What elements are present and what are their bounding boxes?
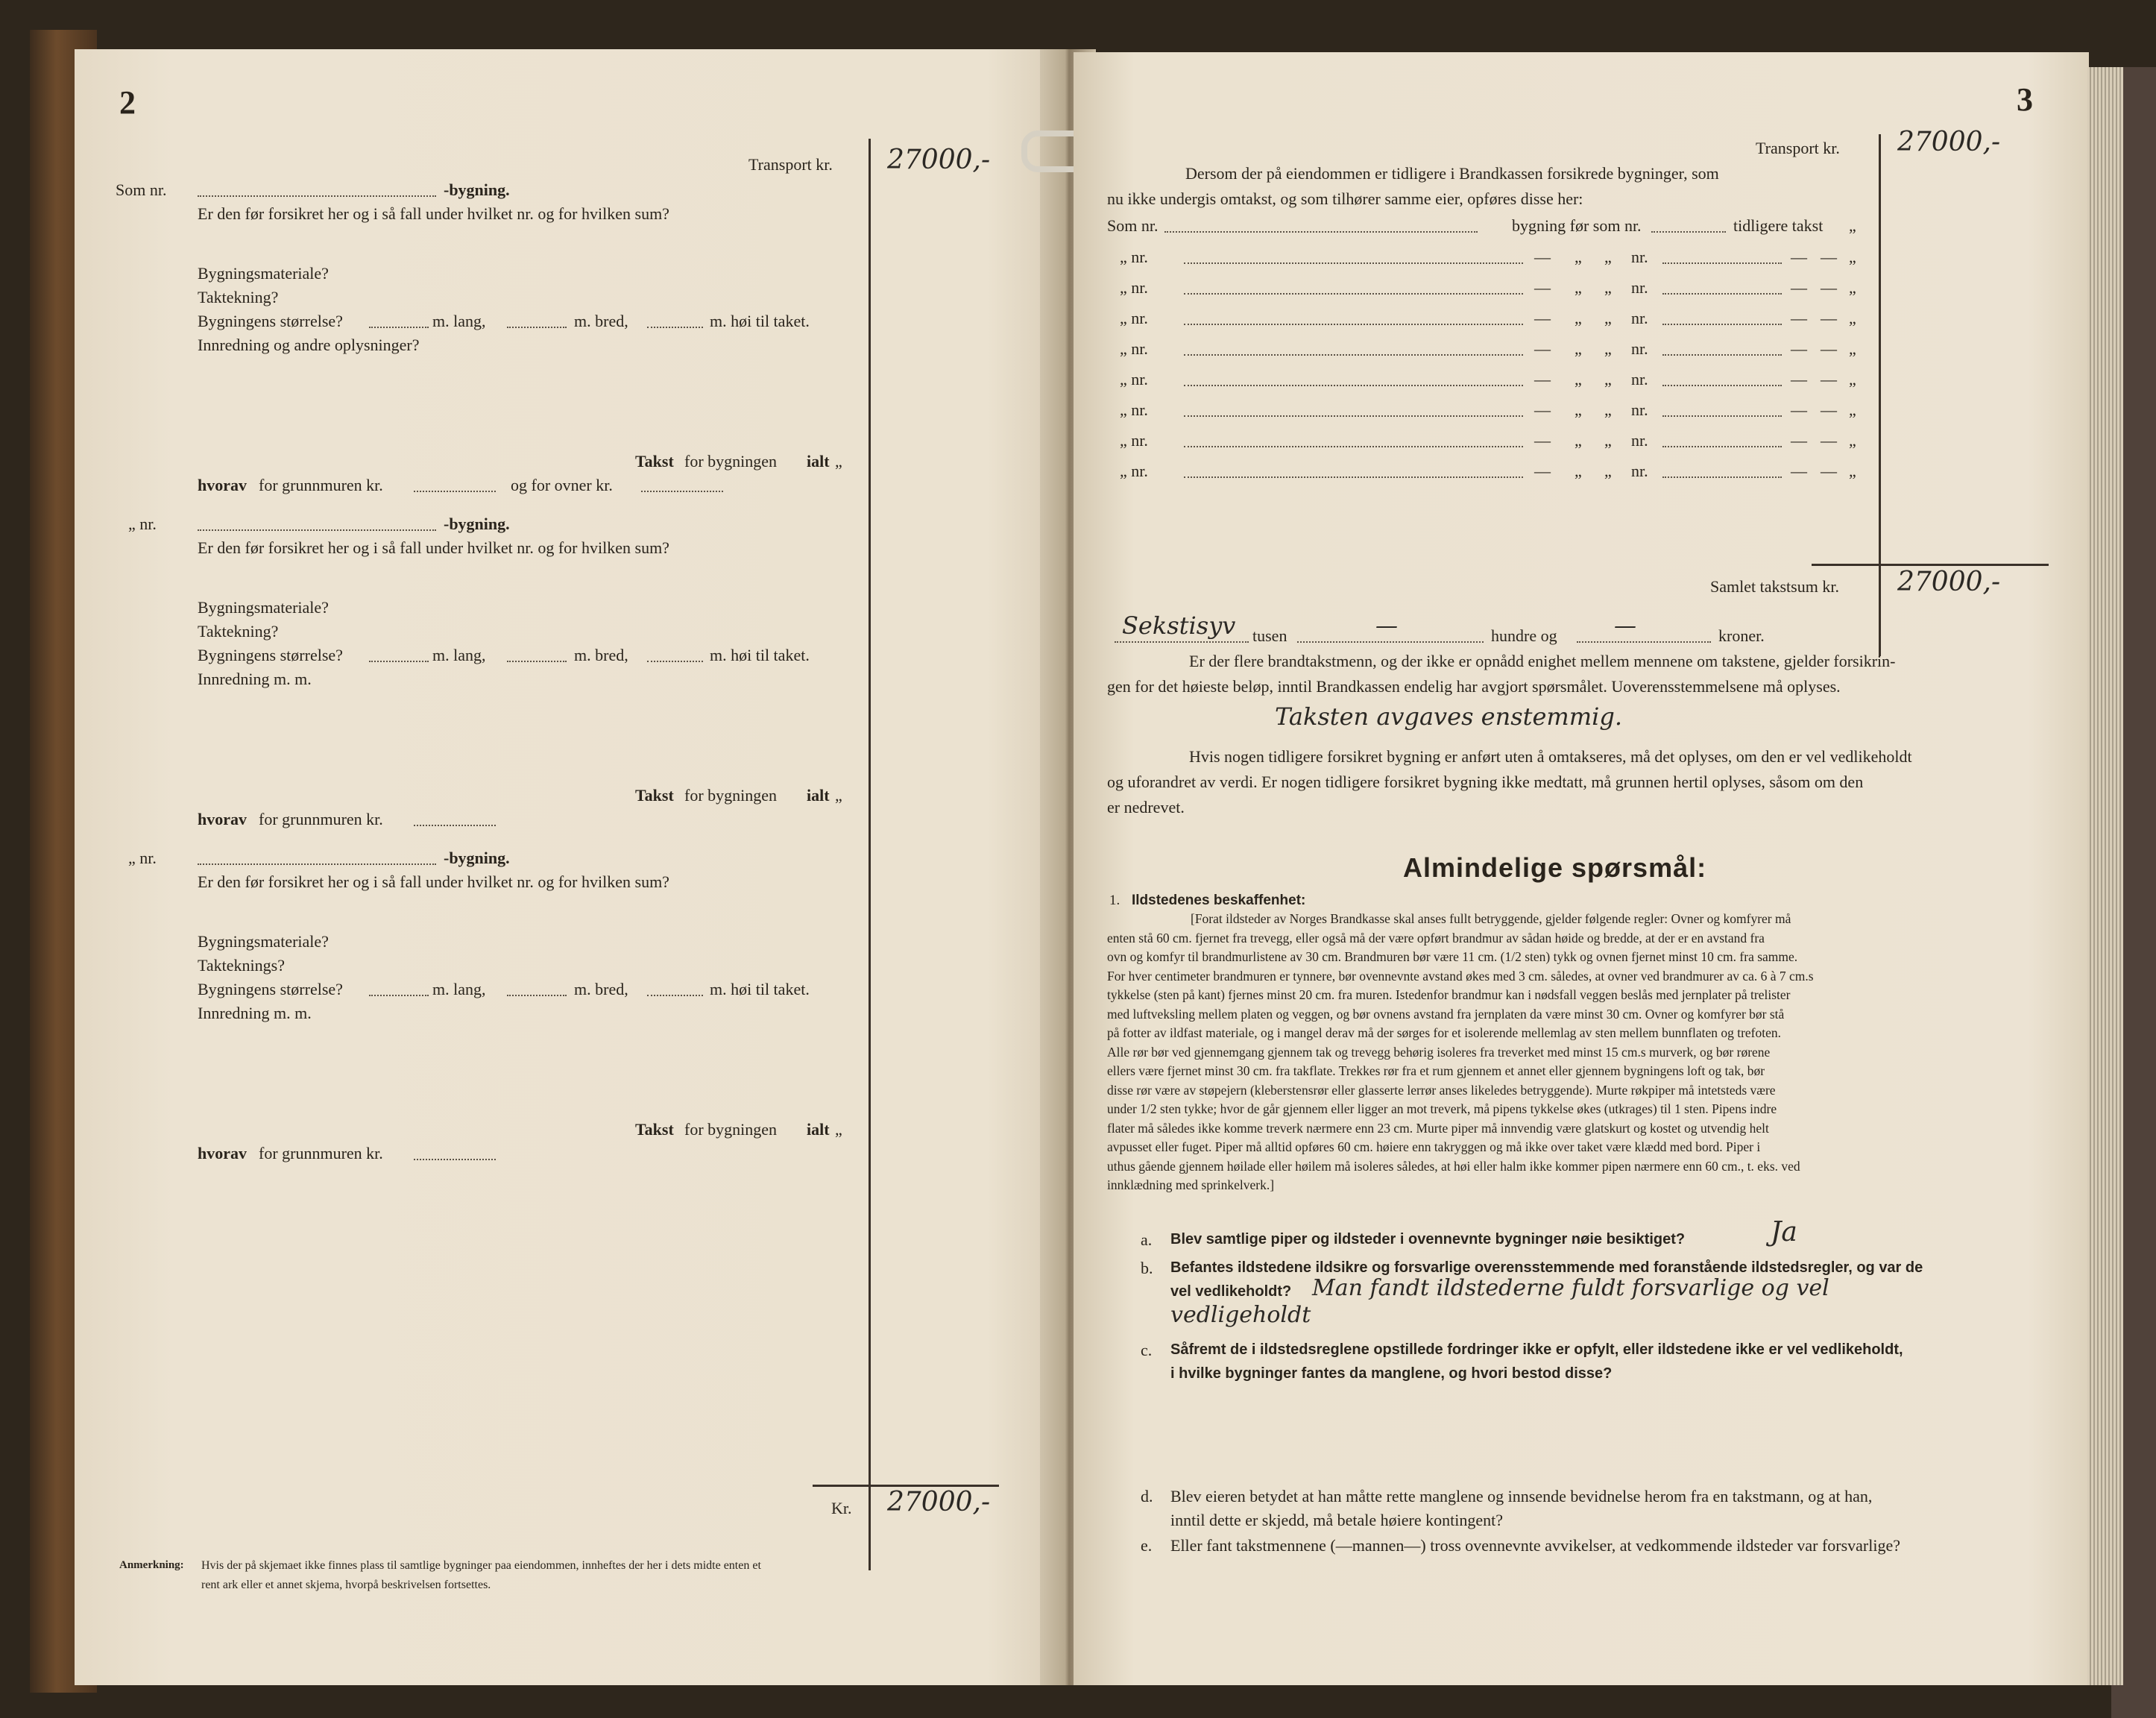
hundre-value: — <box>1614 613 1636 639</box>
ditto-mark: „ <box>1575 370 1582 388</box>
qa-letter: a. <box>1141 1230 1153 1249</box>
row-prefix: „ nr. <box>1120 309 1148 327</box>
section-1-prefix: Som nr. <box>116 180 167 199</box>
rule-line: under 1/2 sten tykke; hvor de går gjennem eller ligger an mot treverk, må pipens tykkelse økes (utkrages) til 1 sten. Pipens indre <box>1107 1101 1777 1116</box>
row-dash: — <box>1791 431 1807 450</box>
fill-line <box>414 825 496 826</box>
tusen-label: tusen <box>1252 626 1287 645</box>
section-3-question: Er den før forsikret her og i så fall under hvilket nr. og for hvilken sum? <box>198 872 669 891</box>
hundre-label: hundre og <box>1491 626 1557 645</box>
row-nr: nr. <box>1631 400 1648 419</box>
row-nr: nr. <box>1631 278 1648 297</box>
intro-line-1: Dersom der på eiendommen er tidligere i Brandkassen forsikrede bygninger, som <box>1185 164 1719 183</box>
row-dash: — <box>1821 400 1837 419</box>
fill-line <box>1662 293 1782 295</box>
flere-line-2: gen for det høieste beløp, inntil Brandkassen endelig har avgjort spørsmålet. Uoverensstemmelsene må oplyses. <box>1107 677 1841 696</box>
samlet-value: 27000,- <box>1897 567 2001 597</box>
row-dash: — <box>1821 278 1837 297</box>
section-2-wide: m. bred, <box>574 646 628 664</box>
fill-line <box>641 491 723 492</box>
fill-line <box>1297 641 1484 643</box>
ditto-mark: „ <box>1604 339 1612 358</box>
q1-title: Ildstedenes beskaffenhet: <box>1132 893 1306 908</box>
ditto-mark: „ <box>1849 431 1856 450</box>
row-prefix: „ nr. <box>1120 462 1148 480</box>
row-prefix: „ nr. <box>1120 431 1148 450</box>
row-dash: — <box>1821 462 1837 480</box>
section-1-ovens: og for ovner kr. <box>511 476 613 494</box>
qe-letter: e. <box>1141 1536 1153 1555</box>
prev-header-tidligere: tidligere takst <box>1733 216 1824 235</box>
fill-line <box>507 661 567 662</box>
ditto-mark: „ <box>835 786 842 805</box>
section-1-foundation: for grunnmuren kr. <box>259 476 383 494</box>
fill-line <box>369 327 429 328</box>
section-3-wide: m. bred, <box>574 980 628 998</box>
section-2-size: Bygningens størrelse? <box>198 646 343 664</box>
ditto-mark: „ <box>1604 278 1612 297</box>
ditto-mark: „ <box>1604 400 1612 419</box>
row-dash: — <box>1791 400 1807 419</box>
flere-line-1: Er der flere brandtakstmenn, og der ikke er opnådd enighet mellem mennene om takstene, gjelder forsikrin- <box>1189 652 1896 670</box>
section-3-interior: Innredning m. m. <box>198 1004 312 1022</box>
row-dash: — <box>1791 248 1807 266</box>
rule-line: avpusset eller fuget. Piper må alltid opføres 60 cm. høiere enn takryggen og må ikke over taket være klædd med bord. Piper i <box>1107 1139 1761 1154</box>
qb-line-1: Befantes ildstedene ildsikre og forsvarlige overensstemmende med foranstående ildstedsregler, og var de <box>1170 1259 1923 1276</box>
qd-letter: d. <box>1141 1487 1153 1505</box>
row-dash: — <box>1791 370 1807 388</box>
transport-value: 27000,- <box>887 145 991 175</box>
ditto-mark: „ <box>1604 309 1612 327</box>
fill-line <box>1662 415 1782 417</box>
section-1-takst: Takst <box>635 452 674 471</box>
row-prefix: „ nr. <box>1120 278 1148 297</box>
fill-line <box>414 491 496 492</box>
section-3-prefix: „ nr. <box>128 849 157 867</box>
ditto-mark: „ <box>1575 400 1582 419</box>
fill-line <box>1577 641 1711 643</box>
amount-column-rule <box>1879 134 1881 656</box>
row-dash: — <box>1534 400 1551 419</box>
section-2-ialt: ialt <box>807 786 830 805</box>
row-dash: — <box>1821 309 1837 327</box>
section-2-high: m. høi til taket. <box>710 646 810 664</box>
section-1-material: Bygningsmateriale? <box>198 264 329 283</box>
ditto-mark: „ <box>1575 309 1582 327</box>
section-3-roof: Takteknings? <box>198 956 285 975</box>
fill-line <box>1184 324 1523 325</box>
section-2-question: Er den før forsikret her og i så fall under hvilket nr. og for hvilken sum? <box>198 538 669 557</box>
fill-line <box>1662 476 1782 478</box>
section-3-takst: Takst <box>635 1120 674 1139</box>
hvis-line-3: er nedrevet. <box>1107 798 1185 816</box>
row-dash: — <box>1534 309 1551 327</box>
qb-letter: b. <box>1141 1259 1153 1277</box>
qc-line-2: i hvilke bygninger fantes da manglene, og hvori bestod disse? <box>1170 1365 1613 1382</box>
section-2-interior: Innredning m. m. <box>198 670 312 688</box>
qb-answer-2: vedligeholdt <box>1170 1302 1311 1328</box>
hvis-line-2: og uforandret av verdi. Er nogen tidligere forsikret bygning ikke medtatt, må grunnen hertil oplyses, såsom om den <box>1107 773 1864 791</box>
rule-line: tykkelse (sten på kant) fjernes minst 20 cm. fra muren. Istedenfor brandmur kan i nødsfall veggen beslås med jernplater på trelister <box>1107 987 1791 1002</box>
qd-line-2: inntil dette er skjedd, må betale høiere kontingent? <box>1170 1511 1503 1529</box>
fill-line <box>1662 354 1782 356</box>
section-2-hvorav: hvorav <box>198 810 247 828</box>
ditto-mark: „ <box>1604 248 1612 266</box>
qa-answer: Ja <box>1771 1217 1797 1247</box>
section-3-long: m. lang, <box>432 980 486 998</box>
row-prefix: „ nr. <box>1120 339 1148 358</box>
fill-line <box>1184 262 1523 264</box>
rule-line: For hver centimeter brandmuren er tynnere, bør ovennevnte avstand økes med 3 cm. således, at ovner ved brandmurer av ca. 6 à 7 cm.s <box>1107 968 1814 984</box>
prev-header-bygning: bygning før som nr. <box>1512 216 1642 235</box>
rule-line: enten stå 60 cm. fjernet fra trevegg, eller også må der være opført brandmur av sådan høide og bredde, at der er en avstand fra <box>1107 930 1765 945</box>
q1-number: 1. <box>1109 893 1120 908</box>
row-dash: — <box>1821 431 1837 450</box>
rule-line: med luftveksling mellem platen og veggen, og bør ovnens avstand fra jernplaten da være minst 30 cm. Ovner og komfyrer bør stå <box>1107 1006 1785 1022</box>
total-value: 27000,- <box>887 1487 991 1517</box>
ditto-mark: „ <box>1604 370 1612 388</box>
tusen-value: — <box>1375 613 1398 639</box>
fill-line <box>507 995 567 996</box>
fill-line <box>1184 293 1523 295</box>
total-label: Kr. <box>831 1499 852 1517</box>
page-number: 2 <box>119 84 136 121</box>
row-dash: — <box>1791 309 1807 327</box>
fill-line <box>647 995 703 996</box>
ditto-mark: „ <box>1849 370 1856 388</box>
page-edges <box>2087 67 2123 1685</box>
section-3-high: m. høi til taket. <box>710 980 810 998</box>
rule-line: innklædning med sprinkelverk.] <box>1107 1177 1275 1192</box>
section-1-interior: Innredning og andre oplysninger? <box>198 336 420 354</box>
section-3-ialt: ialt <box>807 1120 830 1139</box>
rule-line: ellers være fjernet minst 30 cm. fra takflate. Trekkes rør fra et rum gjennem et annet eller gjennem bygningens loft og tak, bør <box>1107 1063 1765 1078</box>
ditto-mark: „ <box>1849 248 1856 266</box>
section-1-roof: Taktekning? <box>198 288 279 306</box>
row-dash: — <box>1791 339 1807 358</box>
section-2-building: -bygning. <box>444 515 510 533</box>
row-dash: — <box>1821 339 1837 358</box>
fill-line <box>1184 476 1523 478</box>
section-1-building: -bygning. <box>444 180 510 199</box>
qd-line-1: Blev eieren betydet at han måtte rette manglene og innsende bevidnelse herom fra en takstmann, og at han, <box>1170 1487 1873 1505</box>
transport-label: Transport kr. <box>748 155 833 174</box>
ditto-mark: „ <box>1575 431 1582 450</box>
fill-line <box>1662 446 1782 447</box>
section-1-wide: m. bred, <box>574 312 628 330</box>
row-nr: nr. <box>1631 462 1648 480</box>
fill-line <box>198 529 436 531</box>
row-nr: nr. <box>1631 309 1648 327</box>
qe-text: Eller fant takstmennene (—mannen—) tross ovennevnte avvikelser, at vedkommende ildsteder var forsvarlige? <box>1170 1536 1900 1555</box>
ditto-mark: „ <box>1575 248 1582 266</box>
subtotal-rule <box>1812 564 2049 566</box>
row-dash: — <box>1534 248 1551 266</box>
section-1-size: Bygningens størrelse? <box>198 312 343 330</box>
section-2-foundation: for grunnmuren kr. <box>259 810 383 828</box>
section-2-takst-rest: for bygningen <box>684 786 778 805</box>
transport-label: Transport kr. <box>1756 139 1840 157</box>
fill-line <box>1184 385 1523 386</box>
fill-line <box>1115 641 1249 643</box>
fireplace-rules <box>1107 910 2048 1195</box>
kroner-label: kroner. <box>1718 626 1765 645</box>
qc-line-1: Såfremt de i ildstedsreglene opstillede fordringer ikke er opfylt, eller ildstedene ikke er vel vedlikeholdt, <box>1170 1341 1903 1358</box>
flere-handwriting: Taksten avgaves enstemmig. <box>1275 702 1622 731</box>
row-prefix: „ nr. <box>1120 400 1148 419</box>
row-dash: — <box>1534 370 1551 388</box>
ditto-mark: „ <box>1849 462 1856 480</box>
row-prefix: „ nr. <box>1120 370 1148 388</box>
fill-line <box>369 995 429 996</box>
ditto-mark: „ <box>1575 462 1582 480</box>
section-2-takst: Takst <box>635 786 674 805</box>
qb-answer-1: Man fandt ildstederne fuldt forsvarlige og vel <box>1312 1275 1829 1301</box>
rule-line: på fotter av ildfast materiale, og i mangel derav må der sørges for et isolerende mellemlag av sten mellem bunnflaten og trefoten. <box>1107 1025 1782 1040</box>
section-3-takst-rest: for bygningen <box>684 1120 778 1139</box>
note-label: Anmerkning: <box>119 1559 184 1571</box>
rule-line: uthus gående gjennem høilade eller høilem må isoleres således, at høi eller halm ikke kommer pipen nærmere enn 60 cm., t. eks. ved <box>1107 1158 1800 1174</box>
page-number: 3 <box>2017 81 2033 118</box>
note-line-1: Hvis der på skjemaet ikke finnes plass til samtlige bygninger paa eiendommen, innheftes der her i dets midte enten et <box>201 1559 761 1572</box>
intro-line-2: nu ikke undergis omtakst, og som tilhører samme eier, opføres disse her: <box>1107 189 1583 208</box>
amount-column-rule <box>869 139 871 1570</box>
row-dash: — <box>1791 278 1807 297</box>
hvis-line-1: Hvis nogen tidligere forsikret bygning er anført uten å omtakseres, må det oplyses, om den er vel vedlikeholdt <box>1189 747 1912 766</box>
right-page <box>1074 52 2089 1685</box>
fill-line <box>1662 385 1782 386</box>
fill-line <box>1184 446 1523 447</box>
section-2-long: m. lang, <box>432 646 486 664</box>
section-1-takst-rest: for bygningen <box>684 452 778 471</box>
ditto-mark: „ <box>1849 278 1856 297</box>
fill-line <box>1662 262 1782 264</box>
qb-line-2: vel vedlikeholdt? <box>1170 1283 1292 1300</box>
fill-line <box>198 195 436 197</box>
fill-line <box>1164 231 1478 233</box>
row-dash: — <box>1534 278 1551 297</box>
fill-line <box>507 327 567 328</box>
ditto-mark: „ <box>1604 431 1612 450</box>
ditto-mark: „ <box>1849 309 1856 327</box>
rule-line: disse rør være av støpejern (kleberstensrør eller glasserte lerrør anses likeledes betryggende). Murte røkpiper må intetsteds være <box>1107 1082 1776 1098</box>
ditto-mark: „ <box>1604 462 1612 480</box>
qc-letter: c. <box>1141 1341 1153 1359</box>
row-dash: — <box>1821 248 1837 266</box>
samlet-label: Samlet takstsum kr. <box>1710 577 1839 596</box>
fill-line <box>1651 231 1726 233</box>
fill-line <box>647 661 703 662</box>
section-2-prefix: „ nr. <box>128 515 157 533</box>
row-dash: — <box>1791 462 1807 480</box>
ditto-mark: „ <box>1575 278 1582 297</box>
fill-line <box>1184 415 1523 417</box>
section-2-roof: Taktekning? <box>198 622 279 641</box>
ditto-mark: „ <box>1849 339 1856 358</box>
row-nr: nr. <box>1631 370 1648 388</box>
row-nr: nr. <box>1631 339 1648 358</box>
row-nr: nr. <box>1631 248 1648 266</box>
rule-line: [Forat ildsteder av Norges Brandkasse skal anses fullt betryggende, gjelder følgende regler: Ovner og komfyrer må <box>1191 911 1791 926</box>
transport-value: 27000,- <box>1897 127 2001 157</box>
section-1-hvorav: hvorav <box>198 476 247 494</box>
ditto-mark: „ <box>1849 400 1856 419</box>
ditto-mark: „ <box>1849 216 1856 235</box>
row-dash: — <box>1821 370 1837 388</box>
ditto-mark: „ <box>835 1120 842 1139</box>
section-1-long: m. lang, <box>432 312 486 330</box>
fill-line <box>1184 354 1523 356</box>
section-heading: Almindelige spørsmål: <box>1403 852 1707 883</box>
section-1-high: m. høi til taket. <box>710 312 810 330</box>
section-3-foundation: for grunnmuren kr. <box>259 1144 383 1162</box>
qa-text: Blev samtlige piper og ildsteder i ovennevnte bygninger nøie besiktiget? <box>1170 1231 1686 1247</box>
section-2-material: Bygningsmateriale? <box>198 598 329 617</box>
section-3-building: -bygning. <box>444 849 510 867</box>
prev-header-som-nr: Som nr. <box>1107 216 1159 235</box>
rule-line: Alle rør bør ved gjennemgang gjennem tak og trevegg behørig isoleres fra treverket med minst 15 cm.s murverk, og bør rørene <box>1107 1044 1771 1060</box>
note-line-2: rent ark eller et annet skjema, hvorpå beskrivelsen fortsettes. <box>201 1579 491 1591</box>
fill-line <box>414 1159 496 1160</box>
section-1-ialt: ialt <box>807 452 830 471</box>
section-3-material: Bygningsmateriale? <box>198 932 329 951</box>
fill-line <box>369 661 429 662</box>
row-dash: — <box>1534 462 1551 480</box>
section-3-size: Bygningens størrelse? <box>198 980 343 998</box>
row-dash: — <box>1534 431 1551 450</box>
rule-line: flater må således ikke komme treverk nærmere enn 23 cm. Murte piper må innvendig være glatskurt og kostet og utvendig helt <box>1107 1120 1769 1136</box>
amount-in-words: Sekstisyv <box>1122 611 1236 640</box>
ditto-mark: „ <box>1575 339 1582 358</box>
row-prefix: „ nr. <box>1120 248 1148 266</box>
fill-line <box>198 863 436 865</box>
left-page <box>75 49 1066 1685</box>
row-nr: nr. <box>1631 431 1648 450</box>
section-1-question: Er den før forsikret her og i så fall under hvilket nr. og for hvilken sum? <box>198 204 669 223</box>
rule-line: ovn og komfyr til brandmurlistene av 30 cm. Brandmuren bør være 11 cm. (1/2 sten) tykk og ovnen fjernet minst 10 cm. fra samme. <box>1107 949 1798 964</box>
section-3-hvorav: hvorav <box>198 1144 247 1162</box>
fill-line <box>1662 324 1782 325</box>
ditto-mark: „ <box>835 452 842 471</box>
fill-line <box>647 327 703 328</box>
row-dash: — <box>1534 339 1551 358</box>
